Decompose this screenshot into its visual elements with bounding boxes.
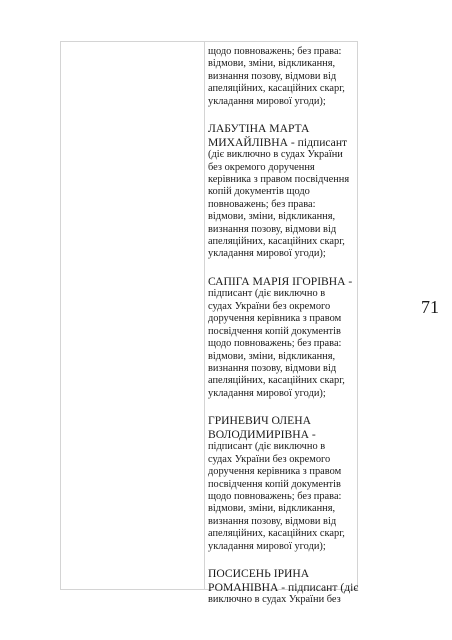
text-line: визнання позову, відмови від [208,362,337,374]
text-line: укладання мирової угоди); [208,387,326,399]
text-line: щодо повноважень; без права: [208,490,342,502]
signatory-name-line: РОМАНІВНА - підписант (діє [208,580,359,594]
text-line: керівника з правом посвідчення [208,174,350,186]
text-line: судах України без окремого [208,453,331,465]
text-line: апеляційних, касаційних скарг, [208,528,345,540]
text-line: щодо повноважень; без права: [208,338,342,350]
signatory-paragraph [208,275,358,400]
column-divider [204,42,205,589]
signatories-cell [208,46,358,621]
text-line: визнання позову, відмови від [208,223,337,235]
text-line: відмови, зміни, відкликання, [208,211,336,223]
text-line: визнання позову, відмови від [208,515,337,527]
text-line: апеляційних, касаційних скарг, [208,375,345,387]
page-number: 71 [421,297,439,317]
text-line: підписант (діє виключно в [208,441,326,453]
signatory-paragraph [208,46,358,108]
text-line: відмови, зміни, відкликання, [208,503,336,515]
text-line: відмови, зміни, відкликання, [208,58,336,70]
text-line: повноважень; без права: [208,198,316,210]
text-line: судах України без окремого [208,300,331,312]
signatory-name-line: ПОСИСЕНЬ ІРИНА [208,566,310,580]
text-line: без окремого доручення [208,161,315,173]
text-line: посвідчення копій документів [208,325,341,337]
signatory-name-line: ГРИНЕВИЧ ОЛЕНА [208,414,312,428]
text-line: відмови, зміни, відкликання, [208,350,336,362]
text-line: укладання мирової угоди); [208,248,326,260]
text-line: апеляційних, касаційних скарг, [208,83,345,95]
signatory-paragraph [208,567,358,607]
text-line: укладання мирової угоди); [208,95,326,107]
text-line: визнання позову, відмови від [208,70,337,82]
text-line: апеляційних, касаційних скарг, [208,236,345,248]
text-line: підписант (діє виключно в [208,288,326,300]
signatory-paragraph [208,122,358,261]
signatory-name-line: ЛАБУТІНА МАРТА [208,122,310,136]
text-line: доручення керівника з правом [208,313,342,325]
text-line: копій документів щодо [208,186,310,198]
text-line: укладання мирової угоди); [208,540,326,552]
text-line: щодо повноважень; без права: [208,46,342,57]
text-line: посвідчення копій документів [208,478,341,490]
signatory-name-line: САПІГА МАРІЯ ІГОРІВНА - [208,274,353,288]
signatory-name-line: ВОЛОДИМИРІВНА - [208,427,316,441]
signatory-paragraph [208,414,358,553]
text-line: (діє виключно в судах України [208,149,343,161]
signatory-name-line: МИХАЙЛІВНА - підписант [208,135,348,149]
text-line: виключно в судах України без [208,594,341,606]
text-line: доручення керівника з правом [208,466,342,478]
document-table [60,41,359,606]
